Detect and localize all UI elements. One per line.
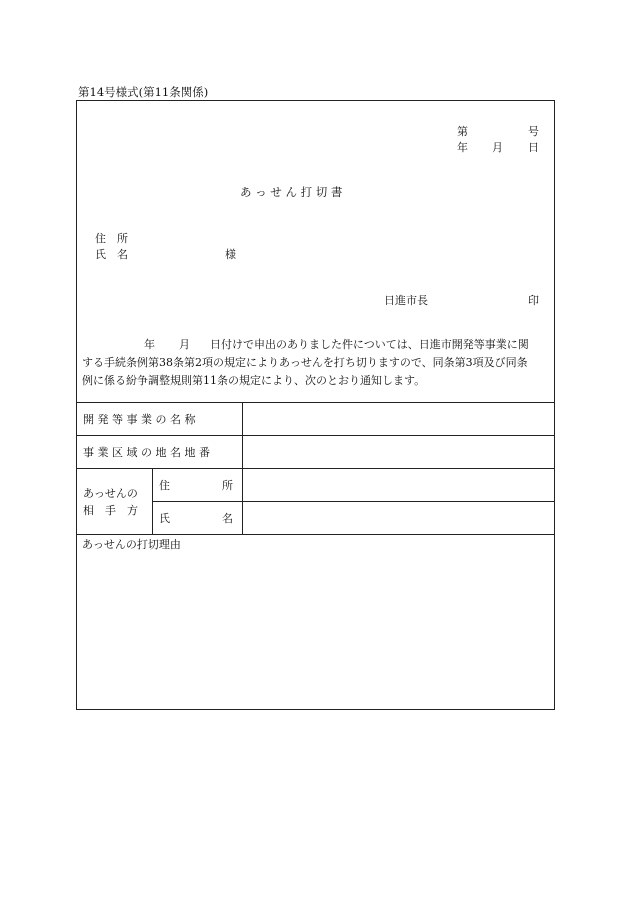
counterparty-name-value (243, 502, 555, 535)
counterparty-address-label-1: 住 (159, 479, 170, 492)
body-month: 月 (179, 338, 190, 351)
recipient-honorific: 様 (225, 248, 236, 261)
counterparty-label-line-2: 相 手 方 (83, 503, 138, 517)
table-row (77, 436, 555, 469)
notice-line-3: 例に係る紛争調整規則第11条の規定により、次のとおり通知します。 (82, 374, 426, 387)
date-day: 日 (528, 141, 539, 154)
project-name-value (243, 403, 555, 436)
issuer-seal: 印 (528, 294, 539, 307)
counterparty-address-label (153, 469, 243, 502)
project-name-label: 開 発 等 事 業 の 名 称 (77, 403, 243, 436)
notice-body (82, 336, 550, 390)
recipient-address-label: 住 所 (95, 232, 128, 245)
counterparty-name-label (153, 502, 243, 535)
issuer-name: 日進市長 (384, 294, 428, 307)
recipient-name-label: 氏 名 (95, 248, 128, 261)
counterparty-address-value (243, 469, 555, 502)
project-area-value (243, 436, 555, 469)
body-year: 年 (144, 338, 155, 351)
counterparty-name-label-2: 名 (222, 512, 233, 525)
doc-number-suffix: 号 (528, 125, 539, 138)
table-row (77, 469, 555, 502)
doc-number-prefix: 第 (457, 125, 468, 138)
project-area-label: 事 業 区 域 の 地 名 地 番 (77, 436, 243, 469)
body-line1-text: 日付けで申出のありました件については、日進市開発等事業に関 (210, 338, 529, 351)
termination-reason-label: あっせんの打切理由 (82, 538, 181, 551)
date-month: 月 (492, 141, 503, 154)
details-table (76, 402, 555, 535)
counterparty-label (77, 469, 153, 535)
counterparty-address-label-2: 所 (222, 479, 233, 492)
counterparty-label-line-1: あっせんの (83, 486, 138, 500)
notice-line-2: する手続条例第38条第2項の規定によりあっせんを打ち切りますので、同条第3項及び同条 (82, 356, 528, 369)
counterparty-name-label-1: 氏 (159, 512, 170, 525)
form-number-label: 第14号様式(第11条関係) (78, 85, 209, 99)
notice-line-1 (82, 336, 550, 354)
date-year: 年 (457, 141, 468, 154)
document-title: あ っ せ ん 打 切 書 (240, 185, 343, 199)
table-row (77, 403, 555, 436)
